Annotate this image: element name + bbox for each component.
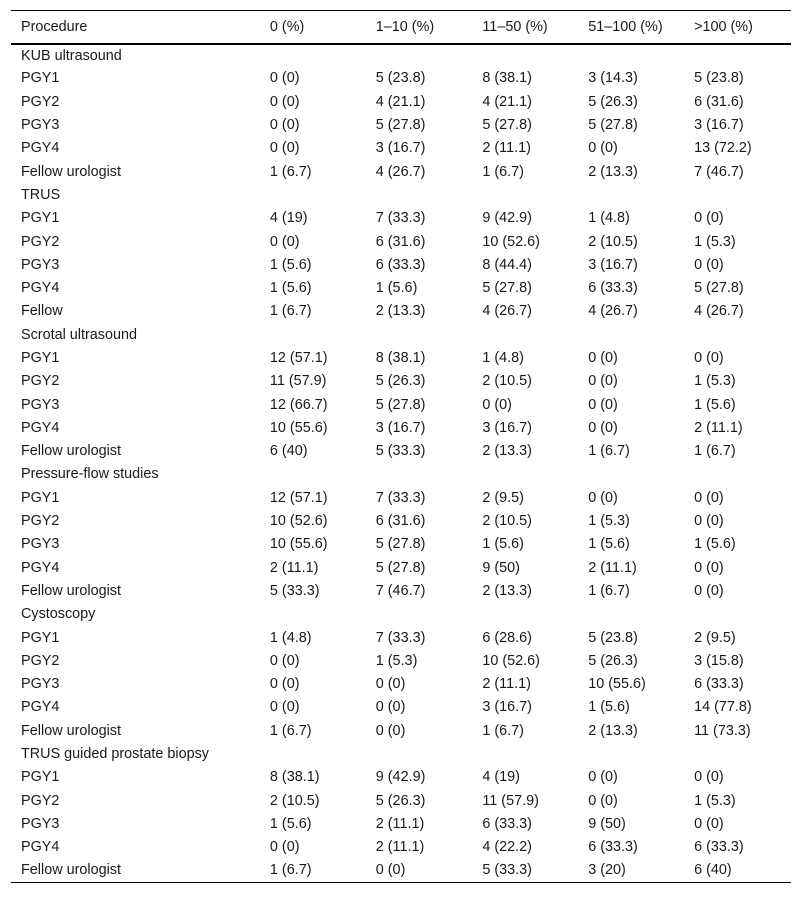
table-cell: 1 (6.7) xyxy=(694,443,736,460)
row-label: PGY1 xyxy=(21,769,60,786)
table-cell: 6 (31.6) xyxy=(375,513,426,530)
table-cell: 10 (55.6) xyxy=(588,676,646,693)
table-header xyxy=(11,11,791,44)
table-cell: 5 (26.3) xyxy=(588,652,638,669)
table-cell: 0 (0) xyxy=(482,396,512,413)
table-cell: 14 (77.8) xyxy=(694,699,752,716)
table-cell: 2 (11.1) xyxy=(694,419,743,436)
table-cell: 11 (57.9) xyxy=(269,373,327,390)
table-cell: 6 (31.6) xyxy=(375,233,426,250)
table-cell: 6 (33.3) xyxy=(375,256,426,273)
group-title: TRUS guided prostate biopsy xyxy=(21,746,209,763)
group-title: TRUS xyxy=(21,186,61,203)
table-cell: 1 (4.8) xyxy=(269,629,312,646)
table-cell: 6 (40) xyxy=(269,443,308,460)
table-row xyxy=(11,859,791,882)
table-cell: 1 (5.3) xyxy=(588,513,630,530)
table-cell: 3 (14.3) xyxy=(588,70,638,87)
table-cell: 1 (6.7) xyxy=(482,722,524,739)
row-label: PGY4 xyxy=(21,280,60,297)
table-cell: 8 (38.1) xyxy=(482,70,532,87)
table-cell: 4 (26.7) xyxy=(375,163,426,180)
table-cell: 0 (0) xyxy=(375,676,406,693)
table-cell: 0 (0) xyxy=(588,419,618,436)
table-cell: 2 (13.3) xyxy=(375,303,426,320)
procedure-table-container xyxy=(11,10,791,883)
table-row xyxy=(11,300,791,323)
table-cell: 11 (73.3) xyxy=(694,722,751,739)
table-cell: 3 (16.7) xyxy=(588,256,638,273)
row-label: PGY4 xyxy=(21,839,60,856)
table-cell: 8 (44.4) xyxy=(482,256,532,273)
row-label: PGY3 xyxy=(21,117,60,134)
row-label: PGY3 xyxy=(21,396,60,413)
row-label: Fellow urologist xyxy=(21,443,121,460)
table-cell: 5 (27.8) xyxy=(375,559,426,576)
row-label: PGY3 xyxy=(21,676,60,693)
table-cell: 2 (10.5) xyxy=(269,792,320,809)
table-cell: 1 (6.7) xyxy=(269,163,312,180)
group-title: Scrotal ultrasound xyxy=(21,326,137,343)
table-cell: 12 (57.1) xyxy=(269,350,328,366)
table-cell: 1 (5.6) xyxy=(482,536,524,553)
table-cell: 5 (27.8) xyxy=(694,280,744,297)
table-cell: 1 (5.3) xyxy=(375,652,418,669)
table-row xyxy=(11,626,791,649)
table-cell: 13 (72.2) xyxy=(694,140,752,157)
row-label: PGY2 xyxy=(21,513,60,530)
table-cell: 7 (46.7) xyxy=(375,582,426,599)
table-row xyxy=(11,137,791,160)
header-zero: 0 (%) xyxy=(260,11,366,44)
table-cell: 0 (0) xyxy=(375,699,406,716)
table-cell: 2 (13.3) xyxy=(588,722,638,739)
table-row xyxy=(11,113,791,136)
table-cell: 1 (6.7) xyxy=(588,443,630,460)
table-cell: 2 (11.1) xyxy=(482,676,531,693)
table-cell: 0 (0) xyxy=(269,676,300,693)
table-cell: 7 (46.7) xyxy=(694,163,744,180)
table-cell: 0 (0) xyxy=(269,117,300,134)
table-cell: 5 (27.8) xyxy=(375,536,426,553)
table-cell: 1 (6.7) xyxy=(482,163,524,180)
table-cell: 5 (27.8) xyxy=(375,117,426,134)
header-1-10: 1–10 (%) xyxy=(366,11,473,44)
table-cell: 1 (5.6) xyxy=(588,536,630,553)
table-cell: 3 (20) xyxy=(578,859,684,882)
table-cell: 0 (0) xyxy=(588,350,618,366)
table-cell: 0 (0) xyxy=(694,210,724,227)
table-cell: 7 (33.3) xyxy=(375,629,426,646)
table-row xyxy=(11,276,791,299)
table-cell: 1 (6.7) xyxy=(588,582,630,599)
row-label: PGY1 xyxy=(21,489,60,506)
table-cell: 4 (26.7) xyxy=(588,303,638,320)
procedure-table xyxy=(11,10,791,883)
row-label: PGY4 xyxy=(21,140,60,157)
table-cell: 2 (13.3) xyxy=(482,582,532,599)
group-row xyxy=(11,603,791,626)
table-cell: 0 (0) xyxy=(269,652,300,669)
table-row xyxy=(11,207,791,230)
table-cell: 6 (31.6) xyxy=(694,93,744,110)
group-title: Pressure-flow studies xyxy=(21,466,159,483)
table-row xyxy=(11,696,791,719)
group-row xyxy=(11,44,791,67)
row-label: PGY4 xyxy=(21,699,60,716)
table-cell: 2 (11.1) xyxy=(269,559,319,576)
group-title: KUB ultrasound xyxy=(21,47,122,64)
row-label: Fellow urologist xyxy=(21,582,121,599)
row-label: PGY2 xyxy=(21,373,60,390)
row-label: Fellow urologist xyxy=(21,163,121,180)
table-cell: 1 (5.6) xyxy=(269,256,312,273)
table-cell: 3 (16.7) xyxy=(375,140,426,157)
group-row xyxy=(11,323,791,346)
table-cell: 6 (33.3) xyxy=(588,839,638,856)
table-cell: 12 (57.1) xyxy=(269,489,328,506)
row-label: PGY3 xyxy=(21,815,60,832)
table-cell: 4 (19) xyxy=(269,210,308,227)
table-cell: 5 (23.8) xyxy=(694,70,744,87)
table-cell: 1 (5.6) xyxy=(269,280,312,297)
header-procedure: Procedure xyxy=(11,11,260,44)
table-cell: 2 (13.3) xyxy=(588,163,638,180)
table-cell: 1 (5.3) xyxy=(694,373,736,390)
table-cell: 1 (6.7) xyxy=(269,722,312,739)
row-label: PGY4 xyxy=(21,419,60,436)
table-cell: 1 (6.7) xyxy=(260,859,366,882)
table-row xyxy=(11,486,791,509)
table-row xyxy=(11,90,791,113)
table-cell: 10 (52.6) xyxy=(482,652,540,669)
table-cell: 3 (15.8) xyxy=(694,652,744,669)
table-cell: 5 (27.8) xyxy=(588,117,638,134)
table-cell: 0 (0) xyxy=(694,256,724,273)
table-cell: 0 (0) xyxy=(694,513,724,530)
table-cell: 1 (5.3) xyxy=(694,233,736,250)
table-row xyxy=(11,649,791,672)
row-label: PGY1 xyxy=(21,629,60,646)
table-cell: 5 (27.8) xyxy=(482,280,532,297)
row-label: Fellow urologist xyxy=(21,722,121,739)
group-row xyxy=(11,742,791,765)
table-cell: 3 (16.7) xyxy=(482,699,532,716)
header-over-100: >100 (%) xyxy=(684,11,791,44)
table-cell: 4 (22.2) xyxy=(482,839,532,856)
row-label: PGY3 xyxy=(21,536,60,553)
row-label: PGY1 xyxy=(21,70,60,87)
table-cell: 4 (21.1) xyxy=(375,93,426,110)
table-cell: 2 (10.5) xyxy=(482,373,532,390)
table-cell: 2 (9.5) xyxy=(482,489,524,506)
table-cell: 12 (66.7) xyxy=(269,396,328,413)
table-cell: 9 (50) xyxy=(482,559,520,576)
table-cell: 5 (26.3) xyxy=(588,93,638,110)
table-cell: 0 (0) xyxy=(694,769,724,786)
table-cell: 0 (0) xyxy=(269,839,300,856)
table-cell: 0 (0) xyxy=(694,582,724,599)
table-row xyxy=(11,393,791,416)
table-cell: 2 (11.1) xyxy=(588,559,637,576)
table-row xyxy=(11,67,791,90)
table-cell: 6 (28.6) xyxy=(482,629,532,646)
table-row xyxy=(11,160,791,183)
group-row xyxy=(11,183,791,206)
table-cell: 4 (19) xyxy=(482,769,520,786)
table-cell: 3 (16.7) xyxy=(482,419,532,436)
table-cell: 1 (4.8) xyxy=(482,350,524,366)
header-row xyxy=(11,11,791,44)
table-cell: 9 (50) xyxy=(588,815,626,832)
table-row xyxy=(11,719,791,742)
table-cell: 0 (0) xyxy=(694,489,724,506)
table-cell: 3 (16.7) xyxy=(694,117,744,134)
table-cell: 10 (52.6) xyxy=(269,513,328,530)
table-cell: 4 (26.7) xyxy=(482,303,532,320)
row-label: PGY1 xyxy=(21,210,60,227)
table-cell: 1 (5.6) xyxy=(694,396,736,413)
table-cell: 6 (33.3) xyxy=(694,839,744,856)
table-cell: 0 (0) xyxy=(588,140,618,157)
table-cell: 1 (6.7) xyxy=(269,303,312,320)
table-cell: 8 (38.1) xyxy=(375,350,426,366)
group-title: Cystoscopy xyxy=(21,606,96,623)
table-cell: 0 (0) xyxy=(588,769,618,786)
table-row xyxy=(11,789,791,812)
table-cell: 5 (33.3) xyxy=(269,582,320,599)
table-cell: 2 (10.5) xyxy=(482,513,532,530)
row-label: PGY1 xyxy=(21,350,60,366)
table-cell: 0 (0) xyxy=(269,70,300,87)
table-cell: 7 (33.3) xyxy=(375,489,426,506)
table-cell: 1 (5.6) xyxy=(375,280,418,297)
row-label: PGY2 xyxy=(21,792,60,809)
table-cell: 0 (0) xyxy=(269,93,300,110)
table-cell: 6 (33.3) xyxy=(482,815,532,832)
table-cell: 0 (0) xyxy=(694,815,724,832)
table-cell: 0 (0) xyxy=(588,792,618,809)
table-row xyxy=(11,253,791,276)
table-cell: 0 (0) xyxy=(588,373,618,390)
table-cell: 1 (5.6) xyxy=(694,536,736,553)
table-cell: 6 (40) xyxy=(684,859,791,882)
row-label: Fellow xyxy=(21,303,63,320)
table-cell: 7 (33.3) xyxy=(375,210,426,227)
header-51-100: 51–100 (%) xyxy=(578,11,684,44)
group-row xyxy=(11,463,791,486)
table-row xyxy=(11,556,791,579)
table-cell: 1 (4.8) xyxy=(588,210,630,227)
table-cell: 4 (26.7) xyxy=(694,303,744,320)
table-cell: 0 (0) xyxy=(269,699,300,716)
table-cell: 0 (0) xyxy=(694,559,724,576)
table-cell: 6 (33.3) xyxy=(694,676,744,693)
table-cell: 5 (27.8) xyxy=(375,396,426,413)
table-cell: 5 (33.3) xyxy=(375,443,426,460)
table-row xyxy=(11,533,791,556)
table-cell: 1 (5.6) xyxy=(269,815,312,832)
row-label: PGY3 xyxy=(21,256,60,273)
table-row xyxy=(11,766,791,789)
table-row xyxy=(11,416,791,439)
table-cell: 1 (5.3) xyxy=(694,792,736,809)
table-row xyxy=(11,673,791,696)
table-row xyxy=(11,230,791,253)
table-cell: 2 (11.1) xyxy=(375,839,425,856)
table-cell: 0 (0) xyxy=(269,233,300,250)
table-cell: 2 (11.1) xyxy=(375,815,425,832)
table-cell: 5 (27.8) xyxy=(482,117,532,134)
table-cell: 10 (52.6) xyxy=(482,233,540,250)
row-label: PGY2 xyxy=(21,93,60,110)
table-cell: 0 (0) xyxy=(375,722,406,739)
table-cell: 2 (13.3) xyxy=(482,443,532,460)
table-cell: 10 (55.6) xyxy=(269,536,328,553)
table-row xyxy=(11,509,791,532)
table-cell: 2 (9.5) xyxy=(694,629,736,646)
table-cell: 5 (26.3) xyxy=(375,373,426,390)
table-row xyxy=(11,346,791,369)
table-cell: 5 (23.8) xyxy=(588,629,638,646)
table-cell: 4 (21.1) xyxy=(482,93,532,110)
table-row xyxy=(11,440,791,463)
row-label: PGY2 xyxy=(21,233,60,250)
table-cell: 1 (5.6) xyxy=(588,699,630,716)
table-cell: 2 (10.5) xyxy=(588,233,638,250)
table-cell: 11 (57.9) xyxy=(482,792,539,809)
table-row xyxy=(11,370,791,393)
table-cell: 9 (42.9) xyxy=(482,210,532,227)
row-label: Fellow urologist xyxy=(11,859,260,882)
table-cell: 0 (0) xyxy=(588,489,618,506)
table-cell: 8 (38.1) xyxy=(269,769,320,786)
table-row xyxy=(11,812,791,835)
row-label: PGY4 xyxy=(21,559,60,576)
table-cell: 6 (33.3) xyxy=(588,280,638,297)
table-cell: 5 (33.3) xyxy=(472,859,578,882)
table-row xyxy=(11,579,791,602)
table-cell: 0 (0) xyxy=(694,350,724,366)
table-row xyxy=(11,836,791,859)
header-11-50: 11–50 (%) xyxy=(472,11,578,44)
table-cell: 2 (11.1) xyxy=(482,140,531,157)
table-cell: 10 (55.6) xyxy=(269,419,328,436)
row-label: PGY2 xyxy=(21,652,60,669)
table-cell: 5 (26.3) xyxy=(375,792,426,809)
table-body xyxy=(11,44,791,883)
table-cell: 3 (16.7) xyxy=(375,419,426,436)
table-cell: 0 (0) xyxy=(588,396,618,413)
table-cell: 9 (42.9) xyxy=(375,769,426,786)
table-cell: 5 (23.8) xyxy=(375,70,426,87)
table-cell: 0 (0) xyxy=(269,140,300,157)
table-cell: 0 (0) xyxy=(366,859,473,882)
